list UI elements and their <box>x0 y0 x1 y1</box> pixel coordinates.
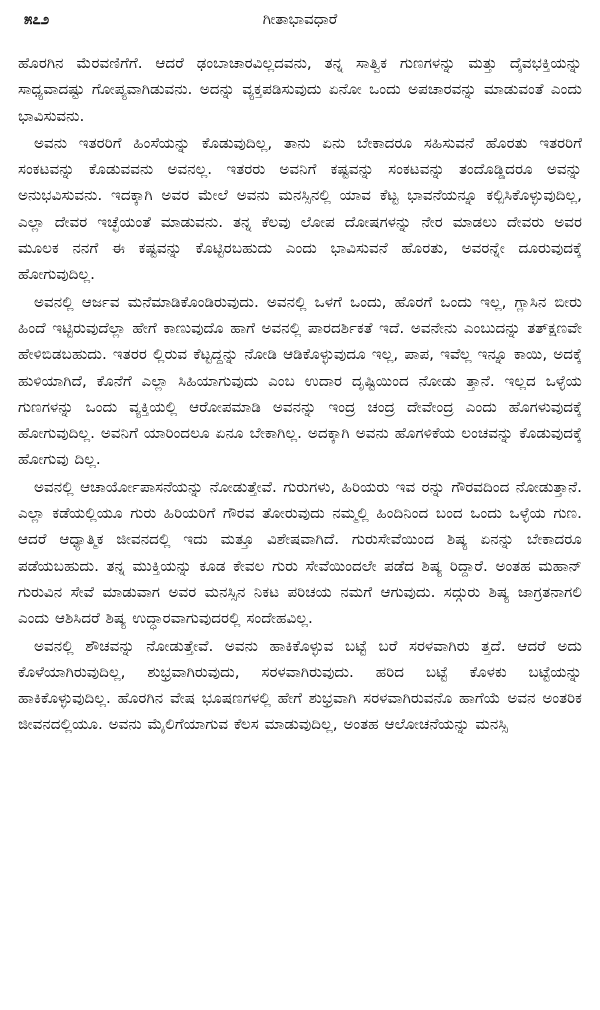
body-text <box>18 50 582 738</box>
running-title: ಗೀತಾಭಾವಧಾರೆ <box>262 10 338 28</box>
paragraph-3: ಅವನಲ್ಲಿ ಆರ್ಜವ ಮನೆಮಾಡಿಕೊಂಡಿರುವುದು. ಅವನಲ್ಲಿ ಒಳಗೆ ಒಂದು, ಹೊರಗೆ ಒಂದು ಇಲ್ಲ, ಗ್ಲಾಸಿನ ಬೀರು ಹಿಂದೆ ಇಟ್ಟಿರುವುದೆಲ್ಲಾ ಹೇಗೆ ಕಾಣುವುದೊ ಹಾಗೆ ಅವನಲ್ಲಿ ಪಾರದರ್ಶಿಕತೆ ಇದೆ. ಅವನೇನು ಎಂಬುದನ್ನು ತತ್‌ಕ್ಷಣವೇ ಹೇಳಿಬಿಡಬಹುದು. ಇತರರ ಲ್ಲಿರುವ ಕೆಟ್ಟದ್ದನ್ನು ನೋಡಿ ಆಡಿಕೊಳ್ಳುವುದೂ ಇಲ್ಲ, ಪಾಪ, ಇವೆಲ್ಲ ಇನ್ನೂ ಕಾಯಿ, ಅದಕ್ಕೆ ಹುಳಿಯಾಗಿದೆ, ಕೊನೆಗೆ ಎಲ್ಲಾ ಸಿಹಿಯಾಗುವುದು ಎಂಬ ಉದಾರ ದೃಷ್ಟಿಯಿಂದ ನೋಡು ತ್ತಾನೆ. ಇಲ್ಲದ ಒಳ್ಳೆಯ ಗುಣಗಳನ್ನು ಒಂದು ವ್ಯಕ್ತಿಯಲ್ಲಿ ಆರೋಪಮಾಡಿ ಅವನನ್ನು ಇಂದ್ರ ಚಂದ್ರ ದೇವೇಂದ್ರ ಎಂದು ಹೊಗಳುವುದಕ್ಕೆ ಹೋಗುವುದಿಲ್ಲ. ಅವನಿಗೆ ಯಾರಿಂದಲೂ ಏನೂ ಬೇಕಾಗಿಲ್ಲ. ಅದಕ್ಕಾಗಿ ಅವನು ಹೊಗಳಿಕೆಯ ಲಂಚವನ್ನು ಕೊಡುವುದಕ್ಕೆ ಹೋಗುವು ದಿಲ್ಲ. <box>18 292 582 469</box>
page-header <box>18 8 582 36</box>
paragraph-1: ಹೊರಗಿನ ಮೆರವಣಿಗೆಗೆ. ಆದರೆ ಢಂಬಾಚಾರವಿಲ್ಲದವನು, ತನ್ನ ಸಾತ್ವಿಕ ಗುಣಗಳನ್ನು ಮತ್ತು ದೈವಭಕ್ತಿಯನ್ನು ಸಾಧ್ಯವಾದಷ್ಟು ಗೋಪ್ಯವಾಗಿಡುವನು. ಅದನ್ನು ವ್ಯಕ್ತಪಡಿಸುವುದು ಏನೋ ಒಂದು ಅಪಚಾರವನ್ನು ಮಾಡುವಂತೆ ಎಂದು ಭಾವಿಸುವನು. <box>18 54 582 125</box>
paragraph-4: ಅವನಲ್ಲಿ ಆಚಾರ್ಯೋಪಾಸನೆಯನ್ನು ನೋಡುತ್ತೇವೆ. ಗುರುಗಳು, ಹಿರಿಯರು ಇವ ರನ್ನು ಗೌರವದಿಂದ ನೋಡುತ್ತಾನೆ. ಎಲ್ಲಾ ಕಡೆಯಲ್ಲಿಯೂ ಗುರು ಹಿರಿಯರಿಗೆ ಗೌರವ ತೋರುವುದು ನಮ್ಮಲ್ಲಿ ಹಿಂದಿನಿಂದ ಬಂದ ಒಂದು ಒಳ್ಳೆಯ ಗುಣ. ಆದರೆ ಆಧ್ಯಾತ್ಮಿಕ ಜೀವನದಲ್ಲಿ ಇದು ಮತ್ತೂ ವಿಶೇಷವಾಗಿದೆ. ಗುರುಸೇವೆಯಿಂದ ಶಿಷ್ಯ ಏನನ್ನು ಬೇಕಾದರೂ ಪಡೆಯಬಹುದು. ತನ್ನ ಮುಕ್ತಿಯನ್ನು ಕೂಡ ಕೇವಲ ಗುರು ಸೇವೆಯಿಂದಲೇ ಪಡೆದ ಶಿಷ್ಯ ರಿದ್ದಾರೆ. ಅಂತಹ ಮಹಾನ್ ಗುರುವಿನ ಸೇವೆ ಮಾಡುವಾಗ ಅವರ ಮನಸ್ಸಿನ ನಿಕಟ ಪರಿಚಯ ನಮಗೆ ಆಗುವುದು. ಸದ್ಗುರು ಶಿಷ್ಯ ಜಾಗ್ರತನಾಗಲಿ ಎಂದು ಆಶಿಸಿದರೆ ಶಿಷ್ಯ ಉದ್ಧಾರವಾಗುವುದರಲ್ಲಿ ಸಂದೇಹವಿಲ್ಲ. <box>18 477 582 628</box>
paragraph-2: ಅವನು ಇತರರಿಗೆ ಹಿಂಸೆಯನ್ನು ಕೊಡುವುದಿಲ್ಲ, ತಾನು ಏನು ಬೇಕಾದರೂ ಸಹಿಸುವನೆ ಹೊರತು ಇತರರಿಗೆ ಸಂಕಟವನ್ನು ಕೊಡುವವನು ಅವನಲ್ಲ. ಇತರರು ಅವನಿಗೆ ಕಷ್ಟವನ್ನು ಸಂಕಟವನ್ನು ತಂದೊಡ್ಡಿದರೂ ಅವನ್ನು ಅನುಭವಿಸುವನು. ಇದಕ್ಕಾಗಿ ಅವರ ಮೇಲೆ ಅವನು ಮನಸ್ಸಿನಲ್ಲಿ ಯಾವ ಕೆಟ್ಟ ಭಾವನೆಯನ್ನೂ ಕಲ್ಪಿಸಿಕೊಳ್ಳುವುದಿಲ್ಲ, ಎಲ್ಲಾ ದೇವರ ಇಚ್ಛೆಯಂತೆ ಮಾಡುವನು. ತನ್ನ ಕೆಲವು ಲೋಪ ದೋಷಗಳನ್ನು ನೇರ ಮಾಡಲು ದೇವರು ಅವರ ಮೂಲಕ ನನಗೆ ಈ ಕಷ್ಟವನ್ನು ಕೊಟ್ಟಿರಬಹುದು ಎಂದು ಭಾವಿಸುವನೆ ಹೊರತು, ಅವರನ್ನೇ ದೂರುವುದಕ್ಕೆ ಹೋಗುವುದಿಲ್ಲ. <box>18 133 582 284</box>
page-number: ೫೭೨ <box>24 10 50 28</box>
paragraph-5: ಅವನಲ್ಲಿ ಶೌಚವನ್ನು ನೋಡುತ್ತೇವೆ. ಅವನು ಹಾಕಿಕೊಳ್ಳುವ ಬಟ್ಟೆ ಬರೆ ಸರಳವಾಗಿರು ತ್ತದೆ. ಆದರೆ ಅದು ಕೊಳೆಯಾಗಿರುವುದಿಲ್ಲ, ಶುಭ್ರವಾಗಿರುವುದು, ಸರಳವಾಗಿರುವುದು. ಹರಿದ ಬಟ್ಟೆ ಕೊಳಕು ಬಟ್ಟೆಯನ್ನು ಹಾಕಿಕೊಳ್ಳುವುದಿಲ್ಲ. ಹೊರಗಿನ ವೇಷ ಭೂಷಣಗಳಲ್ಲಿ ಹೇಗೆ ಶುಭ್ರವಾಗಿ ಸರಳವಾಗಿರುವನೊ ಹಾಗೆಯೆ ಅವನ ಅಂತರಿಕ ಜೀವನದಲ್ಲಿಯೂ. ಅವನು ಮೈಲಿಗೆಯಾಗುವ ಕೆಲಸ ಮಾಡುವುದಿಲ್ಲ, ಅಂತಹ ಆಲೋಚನೆಯನ್ನು ಮನಸ್ಸಿ <box>18 636 582 734</box>
